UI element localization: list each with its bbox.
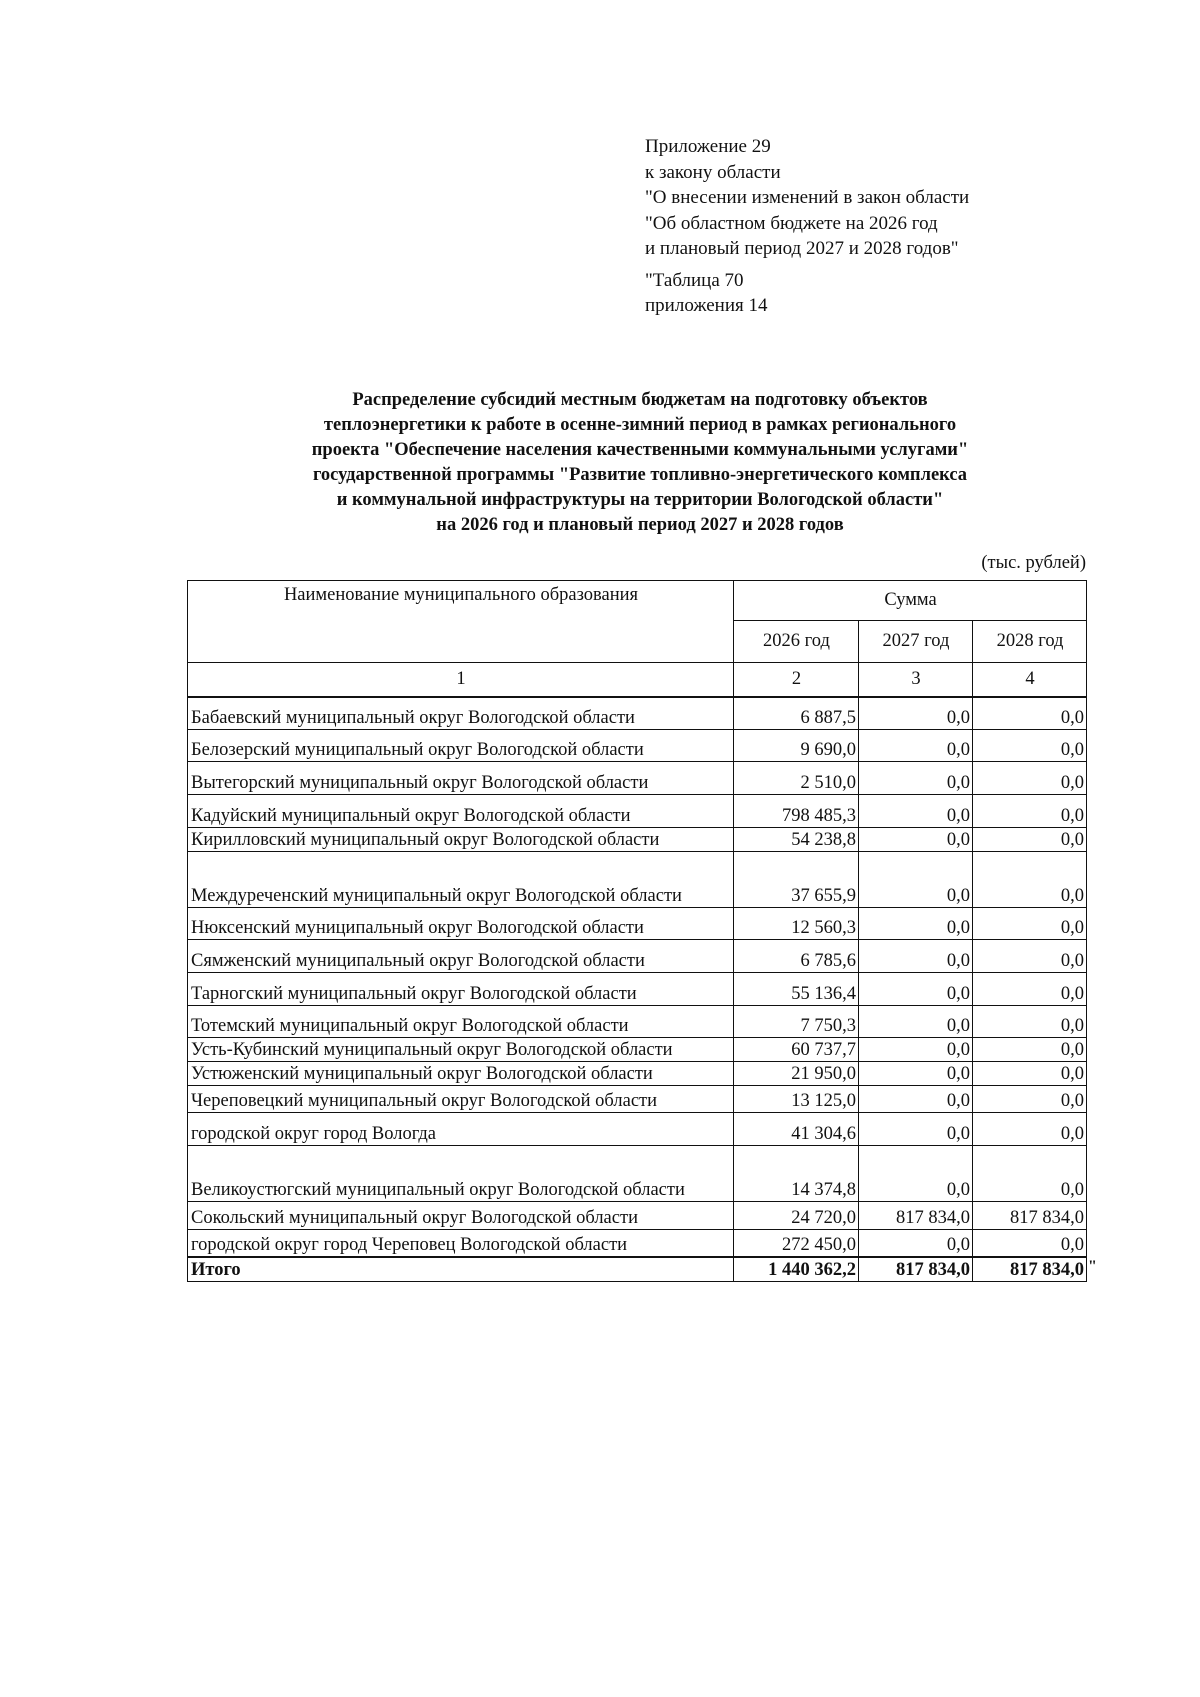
- amount-2026: 798 485,3: [734, 795, 859, 828]
- total-2027: 817 834,0: [859, 1257, 973, 1282]
- appendix-table-ref: "Таблица 70: [645, 269, 744, 291]
- municipality-name: Кирилловский муниципальный округ Вологодской области: [188, 828, 734, 852]
- amount-2027: 0,0: [859, 1146, 973, 1202]
- amount-2027: 0,0: [859, 1113, 973, 1146]
- amount-2028: 0,0: [973, 852, 1087, 908]
- title-line: на 2026 год и плановый период 2027 и 2028 годов: [436, 515, 844, 535]
- amount-2028: 0,0: [973, 795, 1087, 828]
- header-year-2026: 2026 год: [734, 621, 859, 663]
- amount-2028: 0,0: [973, 1086, 1087, 1113]
- column-number: 4: [973, 663, 1087, 697]
- amount-2028: 0,0: [973, 697, 1087, 730]
- amount-2026: 55 136,4: [734, 973, 859, 1006]
- amount-2026: 272 450,0: [734, 1230, 859, 1257]
- amount-2027: 0,0: [859, 973, 973, 1006]
- amount-2027: 0,0: [859, 1230, 973, 1257]
- municipality-name: Сокольский муниципальный округ Вологодской области: [188, 1202, 734, 1230]
- municipality-name: Тарногский муниципальный округ Вологодской области: [188, 973, 734, 1006]
- table-row: [188, 1202, 1087, 1230]
- title-line: и коммунальной инфраструктуры на территории Вологодской области": [336, 490, 944, 510]
- table-row: [188, 908, 1087, 940]
- title-line: государственной программы "Развитие топливно-энергетического комплекса: [312, 465, 968, 485]
- amount-2027: 0,0: [859, 940, 973, 973]
- table-row: [188, 828, 1087, 852]
- municipality-name: Устюженский муниципальный округ Вологодской области: [188, 1062, 734, 1086]
- appendix-line: Приложение 29: [645, 136, 771, 157]
- column-number: 2: [734, 663, 859, 697]
- table-row: [188, 973, 1087, 1006]
- amount-2028: 0,0: [973, 1006, 1087, 1038]
- table-row: [188, 1038, 1087, 1062]
- municipality-name: городской округ город Вологда: [188, 1113, 734, 1146]
- table-row: [188, 730, 1087, 762]
- amount-2026: 60 737,7: [734, 1038, 859, 1062]
- amount-2026: 54 238,8: [734, 828, 859, 852]
- amount-2028: 0,0: [973, 1113, 1087, 1146]
- municipality-name: Вытегорский муниципальный округ Вологодской области: [188, 762, 734, 795]
- amount-2026: 37 655,9: [734, 852, 859, 908]
- municipality-name: Великоустюгский муниципальный округ Вологодской области: [188, 1146, 734, 1202]
- amount-2027: 817 834,0: [859, 1202, 973, 1230]
- total-2026: 1 440 362,2: [734, 1257, 859, 1282]
- title-line: Распределение субсидий местным бюджетам на подготовку объектов: [352, 390, 928, 410]
- amount-2028: 0,0: [973, 1146, 1087, 1202]
- table-row: [188, 1006, 1087, 1038]
- amount-2026: 7 750,3: [734, 1006, 859, 1038]
- closing-quote-mark: ": [1088, 1257, 1097, 1275]
- title-line: проекта "Обеспечение населения качественными коммунальными услугами": [311, 440, 969, 460]
- header-year-2028: 2028 год: [973, 621, 1087, 663]
- column-number: 3: [859, 663, 973, 697]
- amount-2027: 0,0: [859, 1038, 973, 1062]
- appendix-line: "О внесении изменений в закон области: [645, 187, 970, 208]
- title-line: теплоэнергетики к работе в осенне-зимний период в рамках регионального: [323, 415, 957, 435]
- total-row: [188, 1257, 1087, 1282]
- amount-2026: 9 690,0: [734, 730, 859, 762]
- amount-2027: 0,0: [859, 852, 973, 908]
- amount-2026: 13 125,0: [734, 1086, 859, 1113]
- table-row: [188, 1086, 1087, 1113]
- municipality-name: Кадуйский муниципальный округ Вологодской области: [188, 795, 734, 828]
- appendix-line: к закону области: [645, 161, 781, 183]
- amount-2027: 0,0: [859, 908, 973, 940]
- amount-2028: 0,0: [973, 828, 1087, 852]
- total-2028: 817 834,0: [973, 1257, 1087, 1282]
- amount-2027: 0,0: [859, 730, 973, 762]
- amount-2026: 2 510,0: [734, 762, 859, 795]
- municipality-name: Нюксенский муниципальный округ Вологодской области: [188, 908, 734, 940]
- amount-2026: 41 304,6: [734, 1113, 859, 1146]
- header-year-2027: 2027 год: [859, 621, 973, 663]
- appendix-line: "Об областном бюджете на 2026 год: [645, 212, 938, 234]
- appendix-table-ref: приложения 14: [645, 295, 768, 316]
- table-row: [188, 1062, 1087, 1086]
- column-number: 1: [188, 663, 734, 697]
- municipality-name: Череповецкий муниципальный округ Вологодской области: [188, 1086, 734, 1113]
- amount-2028: 0,0: [973, 730, 1087, 762]
- amount-2026: 12 560,3: [734, 908, 859, 940]
- table-row: [188, 697, 1087, 730]
- amount-2026: 21 950,0: [734, 1062, 859, 1086]
- amount-2027: 0,0: [859, 1086, 973, 1113]
- appendix-line: и плановый период 2027 и 2028 годов": [645, 238, 959, 259]
- amount-2027: 0,0: [859, 795, 973, 828]
- municipality-name: Междуреченский муниципальный округ Вологодской области: [188, 852, 734, 908]
- table-row: [188, 1146, 1087, 1202]
- amount-2028: 0,0: [973, 762, 1087, 795]
- municipality-name: Белозерский муниципальный округ Вологодской области: [188, 730, 734, 762]
- municipality-name: городской округ город Череповец Вологодской области: [188, 1230, 734, 1257]
- amount-2028: 0,0: [973, 940, 1087, 973]
- municipality-name: Бабаевский муниципальный округ Вологодской области: [188, 697, 734, 730]
- units-label: (тыс. рублей): [981, 553, 1086, 573]
- municipality-name: Сямженский муниципальный округ Вологодской области: [188, 940, 734, 973]
- table-row: [188, 940, 1087, 973]
- table-row: [188, 852, 1087, 908]
- table-row: [188, 1113, 1087, 1146]
- amount-2028: 0,0: [973, 1062, 1087, 1086]
- amount-2027: 0,0: [859, 1006, 973, 1038]
- amount-2028: 817 834,0: [973, 1202, 1087, 1230]
- amount-2027: 0,0: [859, 1062, 973, 1086]
- header-sum: Сумма: [734, 581, 1087, 621]
- amount-2026: 6 785,6: [734, 940, 859, 973]
- table-row: [188, 762, 1087, 795]
- table-row: [188, 1230, 1087, 1257]
- amount-2026: 14 374,8: [734, 1146, 859, 1202]
- appendix-block: [645, 134, 969, 319]
- amount-2028: 0,0: [973, 973, 1087, 1006]
- amount-2028: 0,0: [973, 1230, 1087, 1257]
- subsidy-table: [187, 580, 1087, 1282]
- municipality-name: Тотемский муниципальный округ Вологодской области: [188, 1006, 734, 1038]
- document-title: [180, 388, 1100, 538]
- municipality-name: Усть-Кубинский муниципальный округ Вологодской области: [188, 1038, 734, 1062]
- amount-2026: 6 887,5: [734, 697, 859, 730]
- total-label: Итого: [188, 1257, 734, 1282]
- amount-2028: 0,0: [973, 1038, 1087, 1062]
- amount-2027: 0,0: [859, 762, 973, 795]
- header-name: Наименование муниципального образования: [188, 581, 734, 663]
- amount-2027: 0,0: [859, 697, 973, 730]
- table-row: [188, 795, 1087, 828]
- amount-2026: 24 720,0: [734, 1202, 859, 1230]
- amount-2027: 0,0: [859, 828, 973, 852]
- amount-2028: 0,0: [973, 908, 1087, 940]
